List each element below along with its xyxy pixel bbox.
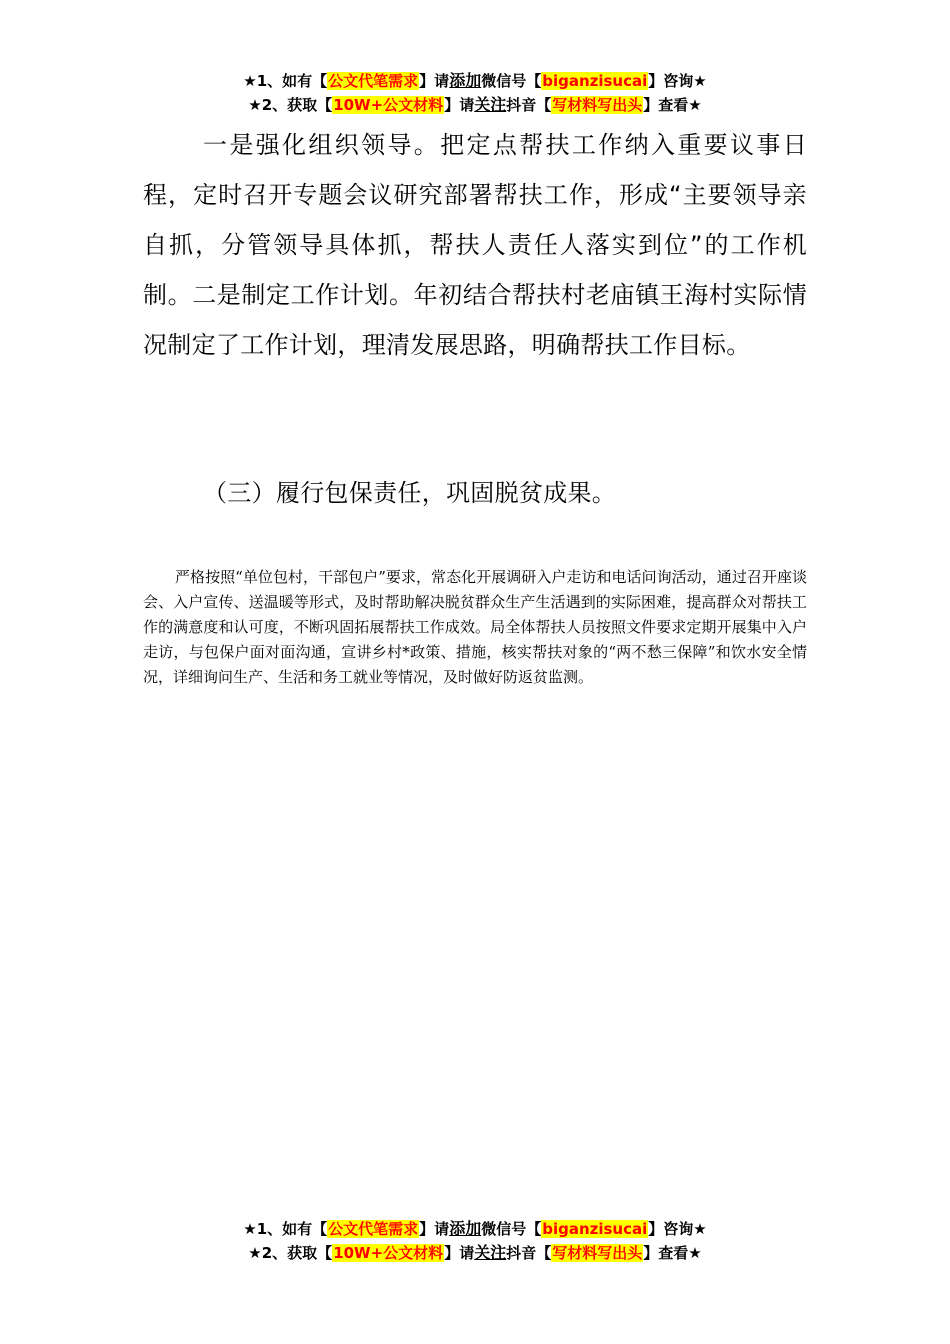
banner-line-2 <box>0 1241 950 1265</box>
banner-text: ★2、获取【 <box>248 1244 333 1262</box>
banner-text: 】请 <box>419 72 450 90</box>
banner-highlight: 公文代笔需求 <box>328 1220 419 1238</box>
banner-highlight: 写材料写出头 <box>552 96 643 114</box>
banner-highlight: 10W+公文材料 <box>333 96 444 114</box>
banner-highlight: biganzisucai <box>542 1220 648 1238</box>
banner-line-1 <box>0 1217 950 1241</box>
banner-highlight: 10W+公文材料 <box>333 1244 444 1262</box>
banner-highlight: 写材料写出头 <box>552 1244 643 1262</box>
banner-highlight: biganzisucai <box>542 72 648 90</box>
banner-text: 】请 <box>419 1220 450 1238</box>
banner-underline: 添加 <box>449 1219 482 1238</box>
banner-text: 微信号【 <box>481 72 542 90</box>
banner-text: ★2、获取【 <box>248 96 333 114</box>
banner-text: 】查看★ <box>643 1244 702 1262</box>
banner-text: 】请 <box>444 1244 475 1262</box>
banner-underline: 添加 <box>449 71 482 90</box>
banner-text: 】咨询★ <box>648 1220 707 1238</box>
banner-underline: 关注 <box>474 1243 507 1262</box>
banner-text: ★1、如有【 <box>243 72 328 90</box>
banner-line-1 <box>0 69 950 93</box>
section-heading: （三）履行包保责任，巩固脱贫成果。 <box>203 479 617 507</box>
banner-line-2 <box>0 93 950 117</box>
banner-text: 微信号【 <box>481 1220 542 1238</box>
banner-highlight: 公文代笔需求 <box>328 72 419 90</box>
banner-text: 】请 <box>444 96 475 114</box>
banner-text: ★1、如有【 <box>243 1220 328 1238</box>
paragraph-2: 严格按照“单位包村，干部包户”要求，常态化开展调研入户走访和电话问询活动，通过召开座谈会、入户宣传、送温暖等形式，及时帮助解决脱贫群众生产生活遇到的实际困难，提高群众对帮扶工作的满意度和认可度，不断巩固拓展帮扶工作成效。局全体帮扶人员按照文件要求定期开展集中入户走访，与包保户面对面沟通，宣讲乡村*政策、措施，核实帮扶对象的“两不愁三保障”和饮水安全情况，详细询问生产、生活和务工就业等情况，及时做好防返贫监测。 <box>143 568 807 686</box>
header-banner <box>0 69 950 117</box>
footer-banner <box>0 1217 950 1265</box>
banner-text: 】咨询★ <box>648 72 707 90</box>
banner-text: 抖音【 <box>506 1244 552 1262</box>
banner-text: 】查看★ <box>643 96 702 114</box>
banner-text: 抖音【 <box>506 96 552 114</box>
banner-underline: 关注 <box>474 95 507 114</box>
paragraph-1: 一是强化组织领导。把定点帮扶工作纳入重要议事日程，定时召开专题会议研究部署帮扶工作，形成“主要领导亲自抓，分管领导具体抓，帮扶人责任人落实到位”的工作机制。二是制定工作计划。年初结合帮扶村老庙镇王海村实际情况制定了工作计划，理清发展思路，明确帮扶工作目标。 <box>143 131 807 359</box>
